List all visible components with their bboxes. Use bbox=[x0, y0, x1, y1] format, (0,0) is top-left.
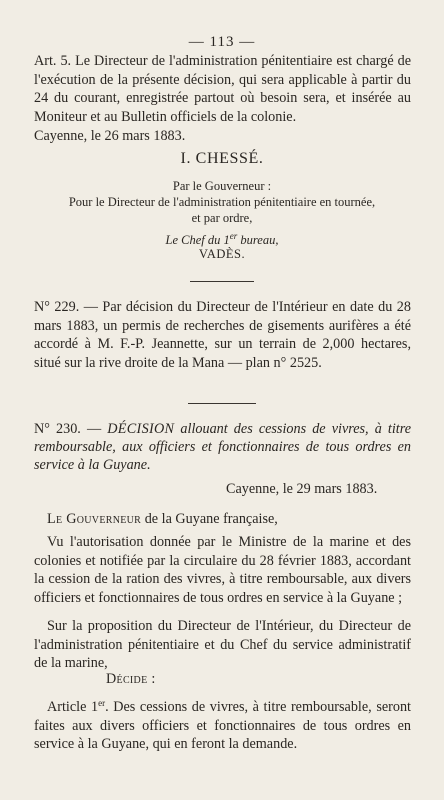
signatory-chesse: I. CHESSÉ. bbox=[180, 150, 264, 167]
divider-short-1 bbox=[190, 281, 254, 282]
notice-230-decision: DÉCISION bbox=[107, 421, 175, 437]
governor-rest: de la Guyane française, bbox=[141, 511, 278, 527]
par-le-gouverneur: Par le Gouverneur : bbox=[172, 179, 272, 193]
divider-short-2 bbox=[188, 403, 256, 404]
chef-du-bureau-text: Le Chef du 1 bbox=[165, 233, 230, 247]
article-5-paragraph bbox=[34, 52, 411, 126]
chef-du-bureau-text-end: bureau, bbox=[237, 233, 279, 247]
notice-230-heading bbox=[34, 420, 411, 474]
decide-heading: Décide : bbox=[106, 671, 156, 687]
governor-line bbox=[47, 510, 444, 529]
chef-du-bureau-sup: er bbox=[229, 231, 238, 241]
article-5-text: Le Directeur de l'administration pénitentiaire est chargé de l'exécution de la présente décision, qui sera applicable à partir du 24 du courant, enregistrée partout où besoin sera, et insérée au Moniteur et au Bulletin officiels de la colonie. bbox=[34, 53, 411, 125]
chef-du-bureau bbox=[0, 228, 444, 248]
page-number: — 113 — bbox=[188, 34, 256, 50]
notice-230-title: allouant des cessions de vivres, à titre remboursable, aux officiers et fonctionnaires de tous ordres en service à la Guyane. bbox=[34, 421, 412, 473]
governor-title: Le Gouverneur bbox=[47, 511, 142, 527]
article-5-label: Art. 5. bbox=[34, 53, 72, 69]
date-cayenne-26: Cayenne, le 26 mars 1883. bbox=[34, 128, 186, 144]
paragraph-sur-la-proposition: Sur la proposition du Directeur de l'Intérieur, du Directeur de l'administration pénitentiaire et du Chef du service administratif de la marine, bbox=[34, 618, 411, 671]
article-1-paragraph bbox=[34, 694, 411, 754]
notice-229-text: — Par décision du Directeur de l'Intérieur en date du 28 mars 1883, un permis de recherches de gisements aurifères a été accordé à M. F.-P. Jeannette, sur un terrain de 2,000 hectares, situé sur la rive droite de la Mana — plan n° 2525. bbox=[34, 299, 411, 371]
notice-230-number: N° 230. bbox=[34, 421, 81, 437]
article-1-sup: er bbox=[98, 698, 106, 708]
notice-229-number: N° 229. bbox=[34, 299, 80, 315]
article-1-text: . Des cessions de vivres, à titre remboursable, seront faites aux divers officiers et fonctionnaires de tous ordres en service à la Guyane, qui en feront la demande. bbox=[34, 699, 411, 752]
notice-229-paragraph bbox=[34, 298, 411, 372]
signatory-vades: VADÈS. bbox=[198, 247, 246, 261]
article-1-label: Article 1 bbox=[47, 699, 99, 715]
et-par-ordre: et par ordre, bbox=[191, 211, 253, 225]
pour-le-directeur: Pour le Directeur de l'administration pénitentiaire en tournée, bbox=[68, 195, 376, 209]
notice-230-dash: — bbox=[86, 421, 102, 437]
paragraph-vu: Vu l'autorisation donnée par le Ministre de la marine et des colonies et notifiée par la circulaire du 28 février 1883, accordant la cession de la ration des vivres, à titre remboursable, aux divers officiers et fonctionnaires de tous ordres en service à la Guyane ; bbox=[34, 534, 411, 606]
date-cayenne-29: Cayenne, le 29 mars 1883. bbox=[226, 481, 378, 497]
